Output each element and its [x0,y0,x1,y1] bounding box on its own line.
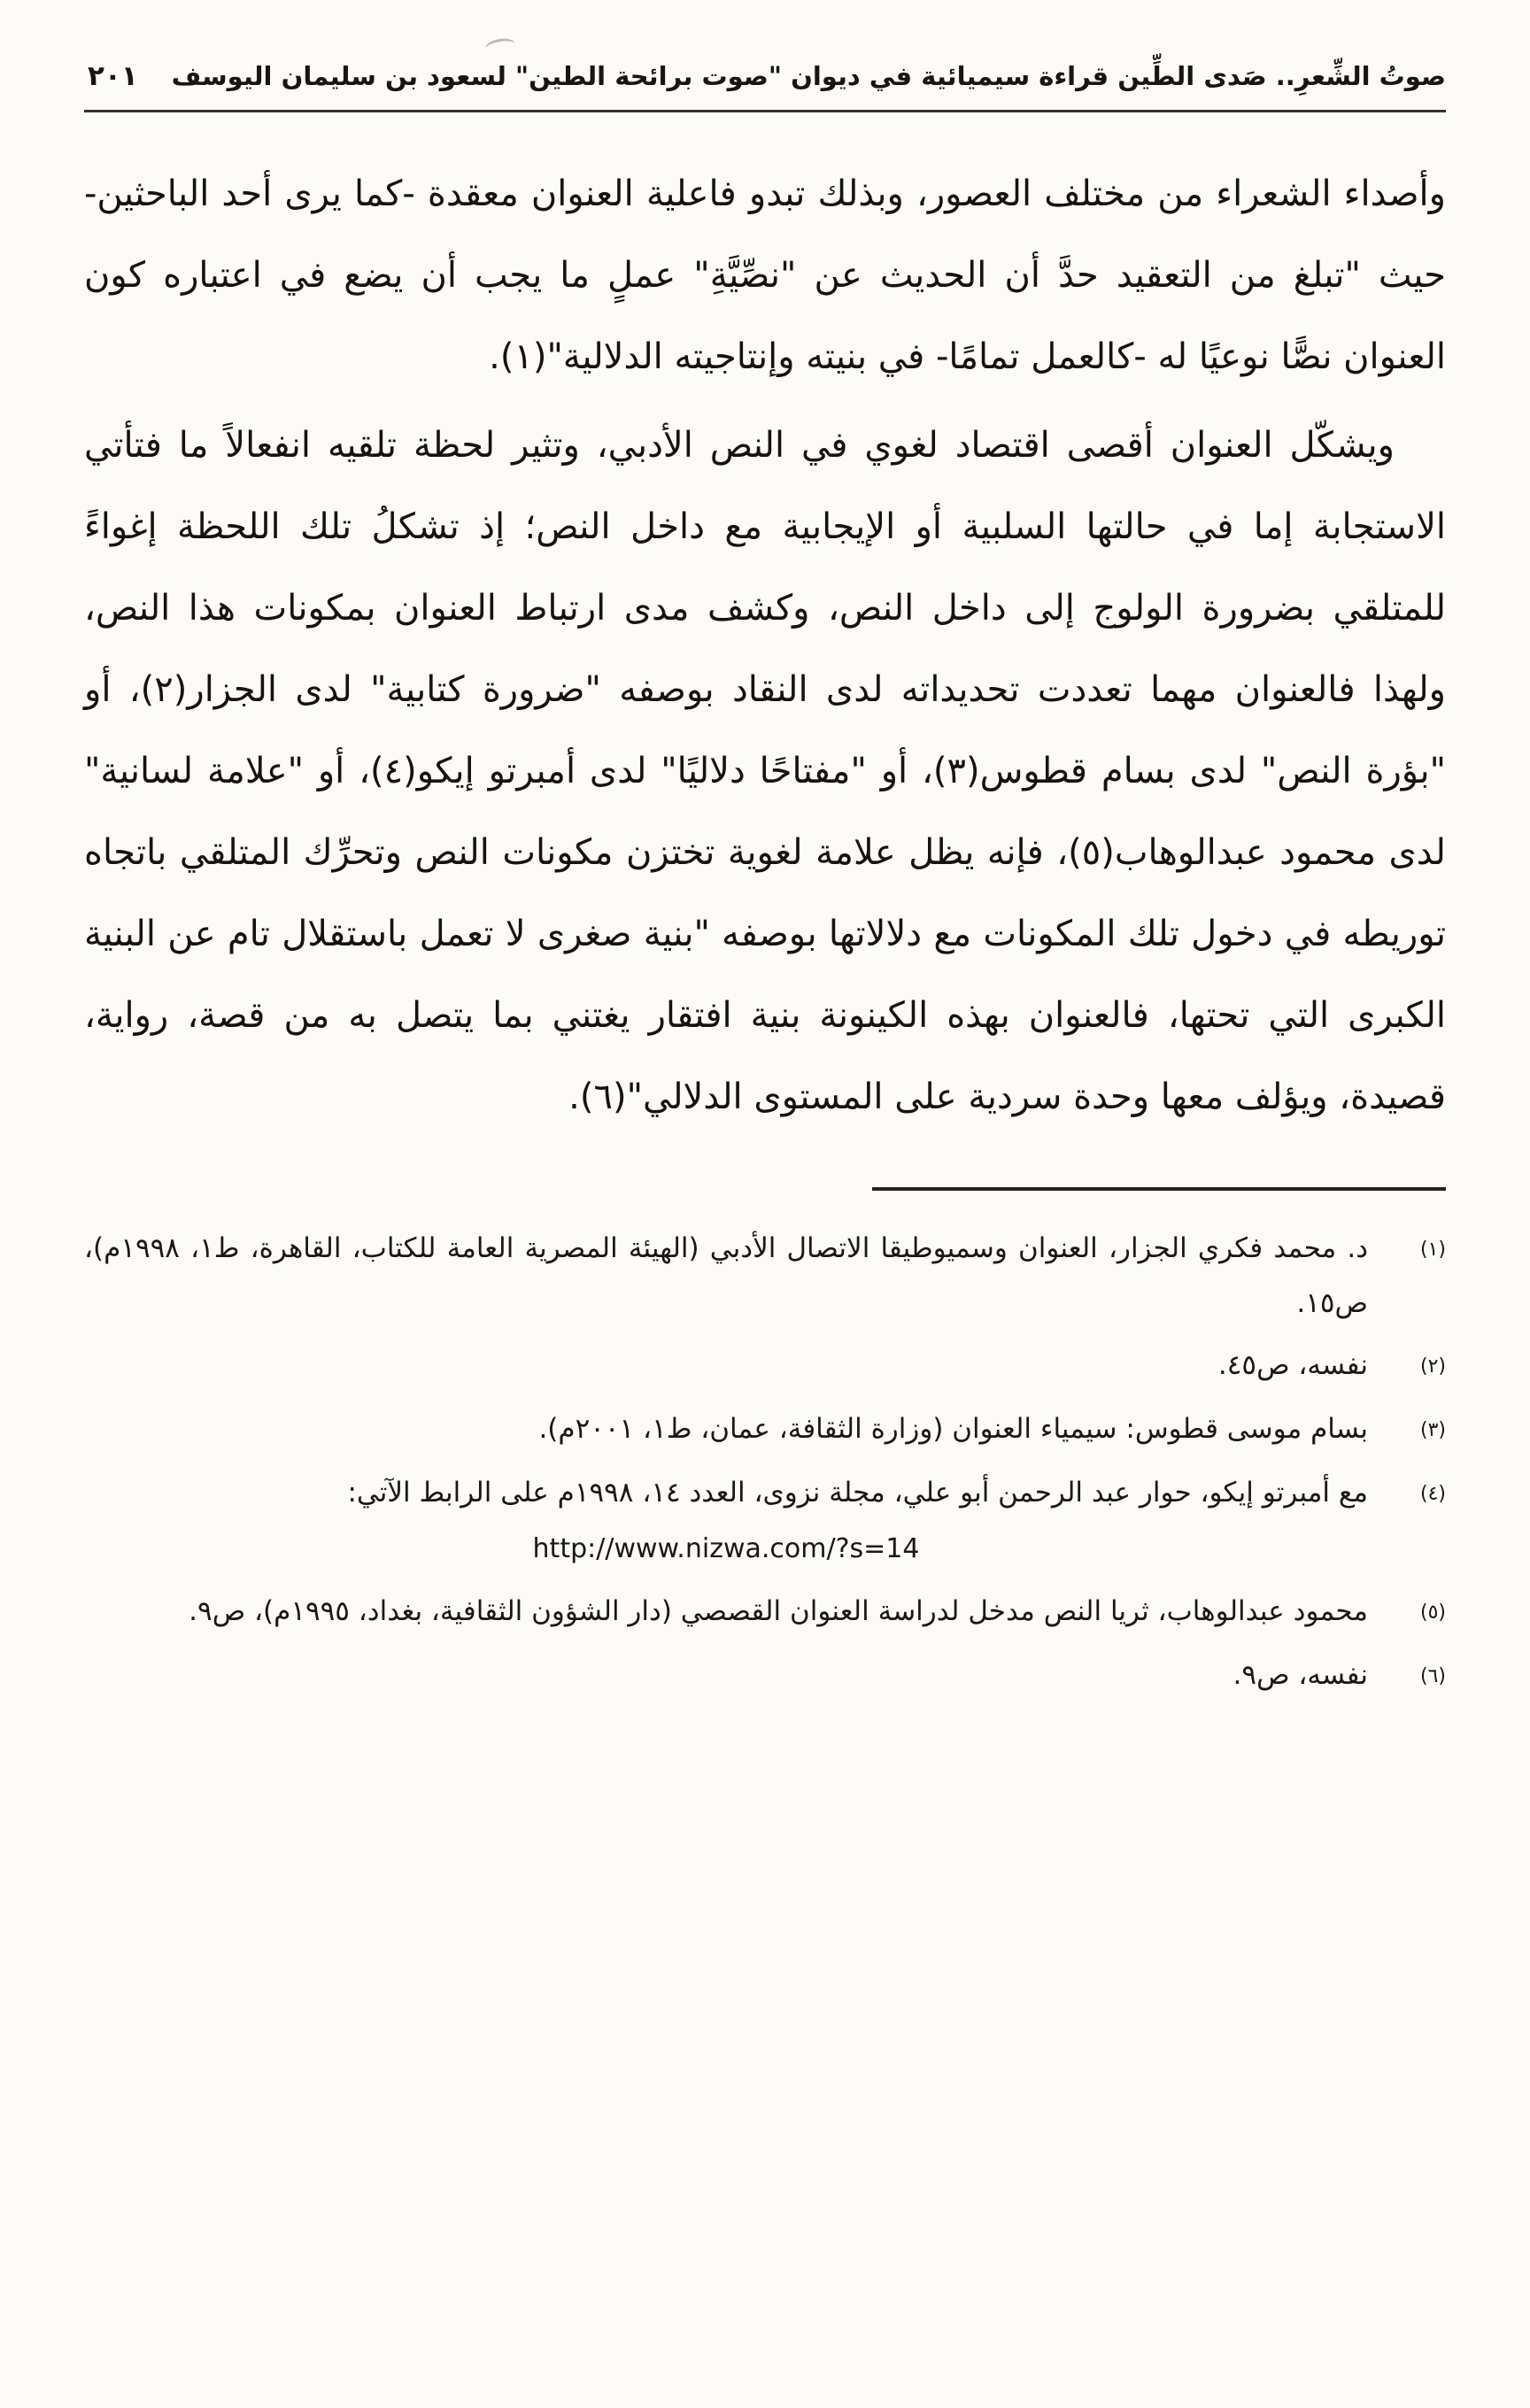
footnote-marker: (٦) [1419,1665,1446,1687]
scan-smudge-mark [484,36,516,57]
header-rule [84,110,1446,112]
paragraph-2: ويشكّل العنوان أقصى اقتصاد لغوي في النص الأدبي، وتثير لحظة تلقيه انفعالاً ما فتأتي الاستجابة إما في حالتها السلبية أو الإيجابية مع داخل النص؛ إذ تشكلُ تلك اللحظة إغواءً للمتلقي بضرورة الولوج إلى داخل النص، وكشف مدى ارتباط العنوان بمكونات هذا النص، ولهذا فالعنوان مهما تعددت تحديداته لدى النقاد بوصفه "ضرورة كتابية" لدى الجزار(٢)، أو "بؤرة النص" لدى بسام قطوس(٣)، أو "مفتاحًا دلاليًا" لدى أمبرتو إيكو(٤)، أو "علامة لسانية" لدى محمود عبدالوهاب(٥)، فإنه يظل علامة لغوية تختزن مكونات النص وتحرِّك المتلقي باتجاه توريطه في دخول تلك المكونات مع دلالاتها بوصفه "بنية صغرى لا تعمل باستقلال تام عن البنية الكبرى التي تحتها، فالعنوان بهذه الكينونة بنية افتقار يغتني بما يتصل به من قصة، رواية، قصيدة، ويؤلف معها وحدة سردية على المستوى الدلالي"(٦). [84,425,1446,1117]
footnote-4 [84,1465,1446,1577]
footnote-marker: (٣) [1419,1419,1446,1441]
footnote-3 [84,1401,1446,1458]
footnote-6 [84,1648,1446,1704]
footnote-text: نفسه، ص٩. [1232,1659,1368,1691]
running-title: صوتُ الشِّعرِ.. صَدى الطِّين قراءة سيميائية في ديوان "صوت برائحة الطين" لسعود بن سليمان اليوسف [171,61,1446,91]
footnote-text: محمود عبدالوهاب، ثريا النص مدخل لدراسة العنوان القصصي (دار الشؤون الثقافية، بغداد، ١٩٩٥م)، ص٩. [189,1595,1368,1627]
page-header [84,60,1446,92]
footnote-5 [84,1584,1446,1640]
paragraph-1: وأصداء الشعراء من مختلف العصور، وبذلك تبدو فاعلية العنوان معقدة -كما يرى أحد الباحثين- حيث "تبلغ من التعقيد حدَّ أن الحديث عن "نصِّيَّةِ" عملٍ ما يجب أن يضع في اعتباره كون العنوان نصًّا نوعيًا له -كالعمل تمامًا- في بنيته وإنتاجيته الدلالية"(١). [84,174,1446,377]
article-body [84,153,1446,1138]
footnote-1 [84,1221,1446,1331]
footnote-marker: (٢) [1419,1355,1446,1378]
footnote-text: بسام موسى قطوس: سيمياء العنوان (وزارة الثقافة، عمان، ط١، ٢٠٠١م). [538,1413,1368,1445]
footnote-text: د. محمد فكري الجزار، العنوان وسميوطيقا الاتصال الأدبي (الهيئة المصرية العامة للكتاب، القاهرة، ط١، ١٩٩٨م)، ص١٥. [84,1232,1369,1319]
footnote-separator-rule [872,1187,1446,1191]
footnote-text-line: مع أمبرتو إيكو، حوار عبد الرحمن أبو علي، مجلة نزوى، العدد ١٤، ١٩٩٨م على الرابط الآتي: [347,1477,1368,1509]
footnotes-section [84,1221,1446,1704]
footnote-marker: (١) [1419,1239,1446,1261]
footnote-url: http://www.nizwa.com/?s=14 [532,1533,920,1564]
footnote-marker: (٤) [1419,1483,1446,1505]
footnote-text [84,1465,1368,1577]
footnote-text: نفسه، ص٤٥. [1217,1349,1368,1381]
footnote-marker: (٥) [1419,1601,1446,1624]
footnote-2 [84,1338,1446,1394]
page-number: ٢٠١ [88,60,138,92]
